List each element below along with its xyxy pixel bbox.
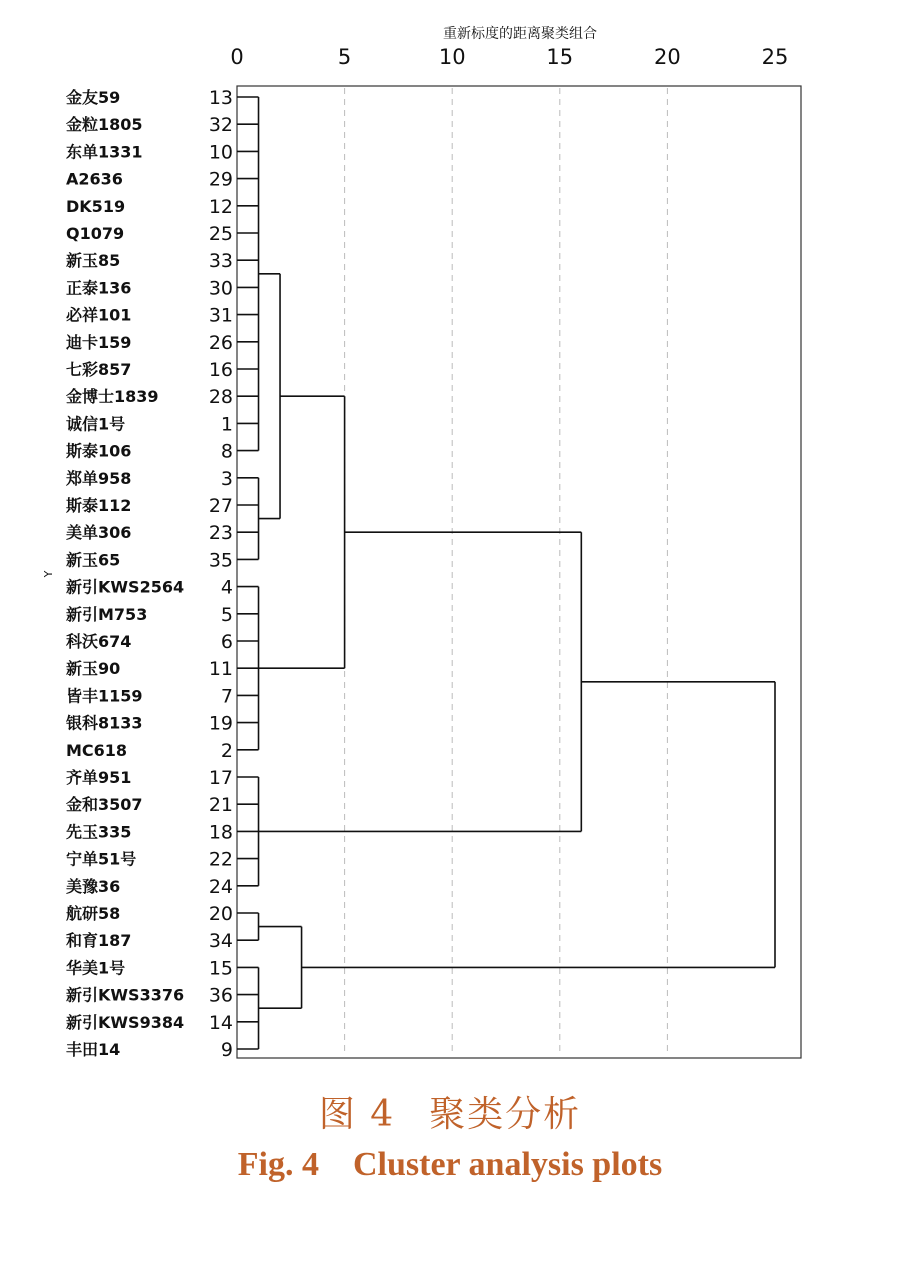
leaf-id: 28	[208, 386, 233, 409]
leaf-name: 七彩857	[66, 360, 132, 379]
leaf-id: 17	[208, 767, 233, 789]
caption-en-text: Cluster analysis plots	[353, 1146, 663, 1183]
leaf-name: 航研58	[66, 904, 121, 923]
leaf-id: 10	[208, 141, 233, 164]
caption-en-label: Fig. 4	[237, 1146, 319, 1183]
x-tick-label: 0	[230, 45, 244, 69]
leaf-id: 25	[208, 223, 233, 245]
leaf-name: 金和3507	[66, 795, 143, 815]
leaf-id: 9	[220, 1039, 233, 1061]
leaf-name: DK519	[66, 196, 126, 216]
leaf-name: 新玉90	[66, 659, 121, 679]
leaf-name: MC618	[66, 740, 128, 760]
leaf-id: 12	[208, 195, 233, 218]
leaf-id: 5	[220, 603, 233, 626]
leaf-id: 8	[220, 440, 233, 463]
leaf-id: 15	[208, 957, 233, 980]
leaf-name: 新玉85	[66, 251, 121, 271]
x-tick-label: 10	[438, 45, 466, 69]
leaf-id: 33	[208, 250, 233, 273]
leaf-name: 科沃674	[66, 632, 132, 651]
leaf-name: 新引KWS9384	[66, 1012, 185, 1032]
leaf-id: 32	[208, 114, 233, 137]
leaf-id: 27	[208, 495, 233, 517]
leaf-name: 皆丰1159	[66, 686, 143, 706]
leaf-name: 正泰136	[66, 278, 132, 298]
leaf-name: 必祥101	[66, 305, 132, 325]
leaf-name: 金博士1839	[66, 387, 159, 407]
leaf-name: 银科8133	[66, 713, 143, 733]
leaf-name: 金友59	[66, 88, 121, 107]
leaf-id: 6	[220, 631, 233, 653]
leaf-name: 斯泰112	[66, 496, 132, 515]
x-tick-label: 5	[337, 45, 352, 69]
leaf-name: 华美1号	[66, 958, 126, 978]
leaf-id: 21	[208, 794, 233, 817]
y-axis-label: Y	[42, 570, 55, 578]
leaf-id: 11	[208, 658, 233, 681]
leaf-id: 7	[220, 685, 233, 708]
leaf-id: 18	[208, 821, 233, 844]
leaf-id: 22	[208, 848, 233, 871]
leaf-name: 迪卡159	[66, 332, 132, 352]
leaf-name: 齐单951	[66, 768, 132, 787]
leaf-id: 20	[208, 903, 233, 925]
leaf-id: 14	[208, 1011, 233, 1034]
leaf-name: 金粒1805	[66, 115, 143, 135]
leaf-id: 26	[208, 331, 233, 354]
leaf-name: 和育187	[66, 931, 132, 951]
leaf-id: 35	[208, 549, 233, 572]
leaf-id: 23	[208, 522, 233, 545]
leaf-id: 13	[208, 87, 233, 109]
leaf-id: 2	[220, 739, 233, 762]
caption-cn-label: 图 4	[318, 1094, 396, 1135]
leaf-name: 诚信1号	[66, 414, 126, 434]
chart-title: 重新标度的距离聚类组合	[443, 26, 597, 42]
leaf-id: 29	[208, 168, 233, 191]
leaf-id: 36	[208, 984, 233, 1007]
figure-caption-english	[0, 1146, 900, 1184]
leaf-name: 新引KWS3376	[66, 985, 185, 1005]
leaf-name: 斯泰106	[66, 441, 132, 461]
caption-cn-text: 聚类分析	[429, 1094, 582, 1135]
leaf-name: 新玉65	[66, 550, 121, 570]
leaf-id: 31	[208, 304, 233, 327]
leaf-name: 宁单51号	[66, 849, 137, 869]
leaf-id: 30	[208, 277, 233, 300]
x-tick-label: 25	[761, 45, 789, 69]
leaf-id: 34	[208, 930, 233, 953]
leaf-name: 东单1331	[66, 142, 143, 162]
leaf-name: Q1079	[66, 224, 125, 243]
leaf-name: 丰田14	[66, 1040, 121, 1059]
figure-caption-chinese	[0, 1086, 900, 1137]
x-tick-label: 15	[546, 45, 574, 69]
leaf-name: 美豫36	[66, 876, 121, 896]
leaf-name: 新引KWS2564	[66, 577, 185, 597]
leaf-id: 16	[208, 359, 233, 381]
leaf-name: 美单306	[66, 523, 132, 543]
leaf-name: A2636	[66, 169, 123, 189]
leaf-name: 郑单958	[66, 468, 132, 488]
leaf-id: 4	[220, 576, 233, 599]
leaf-id: 1	[220, 413, 233, 436]
leaf-id: 19	[208, 712, 233, 735]
x-axis-ticks	[230, 45, 788, 69]
x-tick-label: 20	[654, 45, 681, 69]
leaf-name: 先玉335	[66, 822, 132, 842]
leaf-name: 新引M753	[66, 604, 148, 624]
leaf-id: 3	[220, 467, 233, 490]
leaf-id: 24	[208, 875, 233, 898]
